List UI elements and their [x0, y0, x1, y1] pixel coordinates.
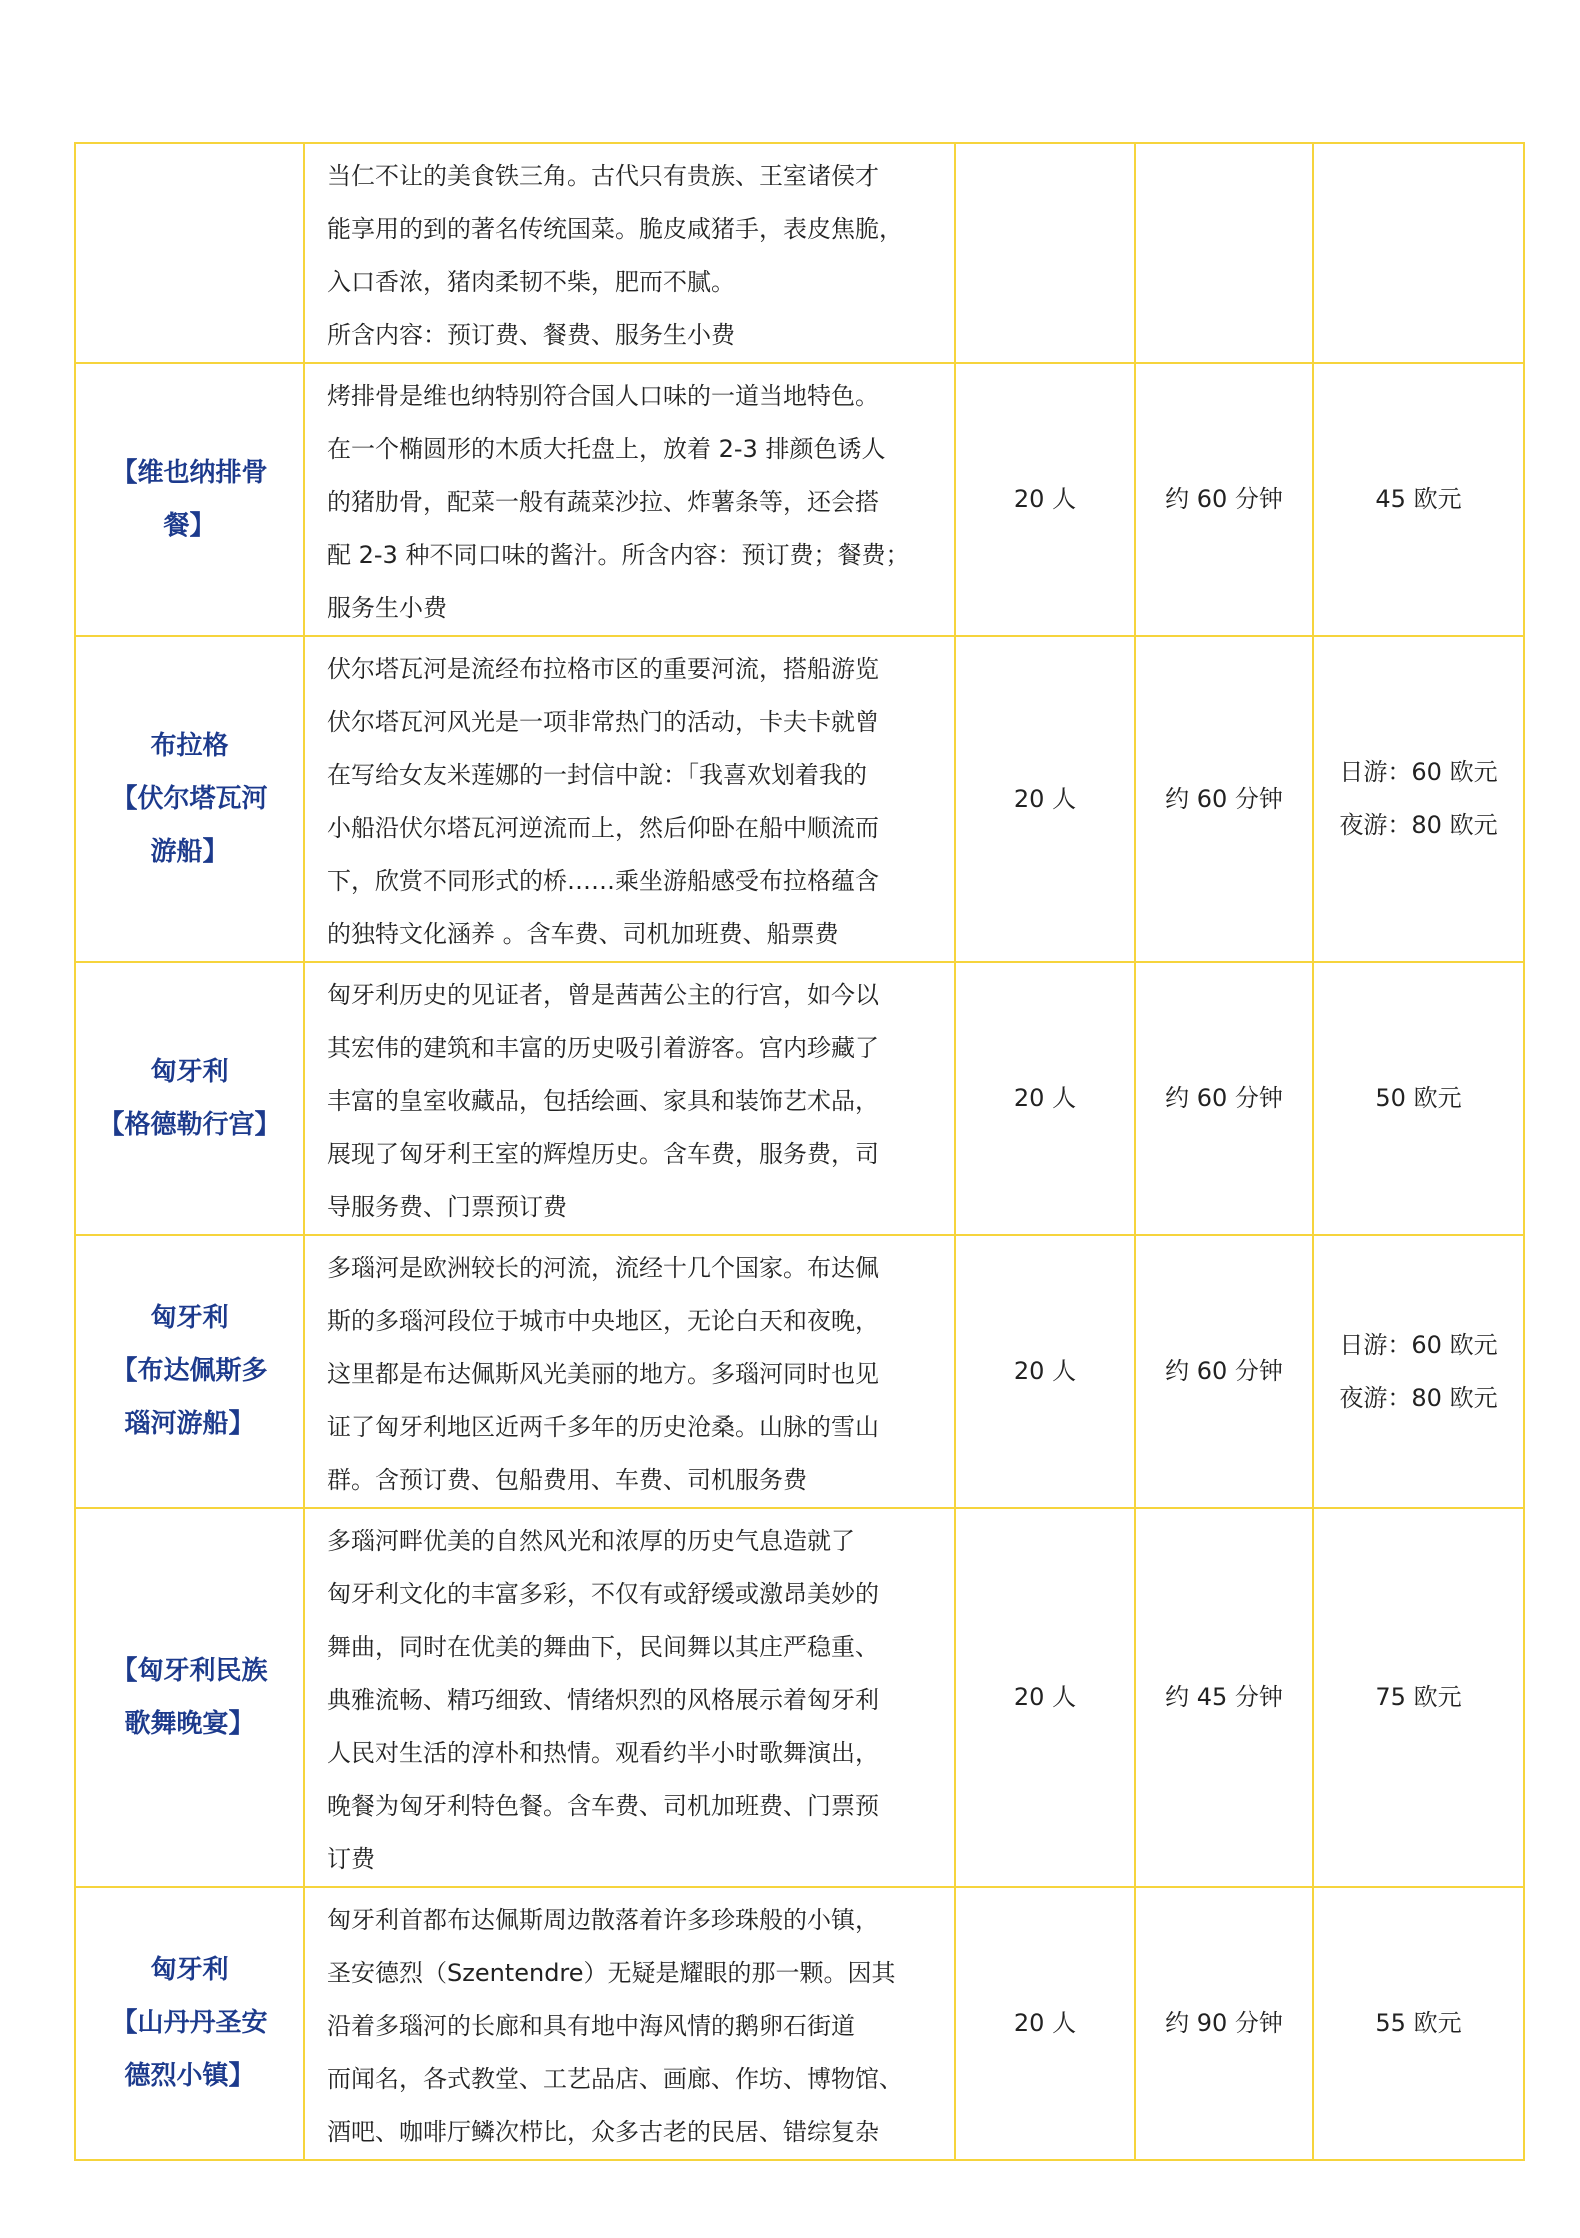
description-line: 服务生小费 — [327, 594, 447, 622]
item-name-line: 【匈牙利民族 — [111, 1655, 268, 1686]
price-line: 75 欧元 — [1375, 1683, 1462, 1711]
item-name-line: 【伏尔塔瓦河 — [111, 783, 268, 814]
description-line: 匈牙利文化的丰富多彩，不仅有或舒缓或激昂美妙的 — [327, 1580, 879, 1608]
item-name-line: 【布达佩斯多 — [111, 1356, 268, 1386]
price-cell — [1313, 636, 1524, 962]
table-row — [75, 1235, 1524, 1508]
duration-cell: 约 60 分钟 — [1135, 363, 1313, 636]
description-line: 匈牙利首都布达佩斯周边散落着许多珍珠般的小镇， — [327, 1906, 879, 1934]
item-name-line: 【山丹丹圣安 — [111, 2008, 268, 2038]
description-line: 斯的多瑙河段位于城市中央地区，无论白天和夜晚， — [327, 1307, 879, 1335]
description-line: 晚餐为匈牙利特色餐。含车费、司机加班费、门票预 — [327, 1792, 879, 1820]
item-name-line: 匈牙利 — [150, 1056, 229, 1087]
excursion-table — [74, 142, 1525, 2161]
description-line: 伏尔塔瓦河风光是一项非常热门的活动，卡夫卡就曾 — [327, 708, 879, 736]
duration-cell: 约 60 分钟 — [1135, 962, 1313, 1235]
description-line: 多瑙河畔优美的自然风光和浓厚的历史气息造就了 — [327, 1527, 855, 1555]
item-name-cell — [75, 636, 304, 962]
description-line: 的独特文化涵养 。含车费、司机加班费、船票费 — [327, 920, 839, 948]
item-name-cell — [75, 143, 304, 363]
description-line: 能享用的到的著名传统国菜。脆皮咸猪手，表皮焦脆， — [327, 215, 903, 243]
table-row — [75, 1887, 1524, 2160]
people-cell: 20 人 — [955, 962, 1135, 1235]
price-line: 55 欧元 — [1375, 2009, 1462, 2037]
description-line: 在一个椭圆形的木质大托盘上，放着 2-3 排颜色诱人 — [327, 435, 886, 463]
description-line: 沿着多瑙河的长廊和具有地中海风情的鹅卵石街道 — [327, 2012, 855, 2040]
description-line: 所含内容：预订费、餐费、服务生小费 — [327, 321, 735, 349]
description-line: 多瑙河是欧洲较长的河流，流经十几个国家。布达佩 — [327, 1254, 879, 1282]
description-cell — [304, 363, 955, 636]
description-line: 圣安德烈（Szentendre）无疑是耀眼的那一颗。因其 — [327, 1959, 896, 1987]
item-name-line: 德烈小镇】 — [124, 2061, 255, 2091]
people-cell: 20 人 — [955, 636, 1135, 962]
table-row — [75, 962, 1524, 1235]
table-row — [75, 636, 1524, 962]
price-cell — [1313, 1887, 1524, 2160]
description-line: 酒吧、咖啡厅鳞次栉比，众多古老的民居、错综复杂 — [327, 2118, 879, 2146]
price-line: 50 欧元 — [1375, 1084, 1462, 1112]
duration-cell: 约 45 分钟 — [1135, 1508, 1313, 1887]
price-line: 夜游：80 欧元 — [1339, 1383, 1498, 1412]
item-name-cell — [75, 962, 304, 1235]
description-line: 配 2-3 种不同口味的酱汁。所含内容：预订费；餐费； — [327, 541, 910, 569]
description-line: 人民对生活的淳朴和热情。观看约半小时歌舞演出， — [327, 1739, 879, 1767]
description-line: 导服务费、门票预订费 — [327, 1193, 567, 1221]
description-line: 其宏伟的建筑和丰富的历史吸引着游客。宫内珍藏了 — [327, 1034, 879, 1062]
price-cell — [1313, 143, 1524, 363]
item-name-line: 匈牙利 — [150, 1955, 229, 1985]
description-line: 烤排骨是维也纳特别符合国人口味的一道当地特色。 — [327, 382, 879, 410]
people-cell — [955, 143, 1135, 363]
table-row — [75, 1508, 1524, 1887]
price-cell — [1313, 1235, 1524, 1508]
description-line: 小船沿伏尔塔瓦河逆流而上，然后仰卧在船中顺流而 — [327, 814, 879, 842]
description-cell — [304, 1887, 955, 2160]
duration-cell: 约 90 分钟 — [1135, 1887, 1313, 2160]
price-line: 夜游：80 欧元 — [1339, 811, 1498, 839]
description-line: 而闻名，各式教堂、工艺品店、画廊、作坊、博物馆、 — [327, 2065, 903, 2093]
item-name-line: 游船】 — [150, 836, 229, 867]
description-cell — [304, 962, 955, 1235]
description-line: 在写给女友米莲娜的一封信中說：「我喜欢划着我的 — [327, 761, 867, 789]
people-cell: 20 人 — [955, 1887, 1135, 2160]
price-cell — [1313, 363, 1524, 636]
price-line: 日游：60 欧元 — [1339, 1330, 1498, 1359]
description-line: 订费 — [327, 1845, 375, 1873]
item-name-line: 【格德勒行宫】 — [98, 1109, 281, 1140]
description-line: 群。含预订费、包船费用、车费、司机服务费 — [327, 1466, 807, 1494]
description-cell — [304, 1508, 955, 1887]
description-line: 匈牙利历史的见证者，曾是茜茜公主的行宫，如今以 — [327, 981, 879, 1009]
description-cell — [304, 143, 955, 363]
description-line: 典雅流畅、精巧细致、情绪炽烈的风格展示着匈牙利 — [327, 1686, 879, 1714]
item-name-cell — [75, 1887, 304, 2160]
description-line: 当仁不让的美食铁三角。古代只有贵族、王室诸侯才 — [327, 162, 879, 190]
item-name-cell — [75, 1235, 304, 1508]
description-cell — [304, 1235, 955, 1508]
item-name-cell — [75, 1508, 304, 1887]
item-name-line: 餐】 — [163, 510, 216, 541]
duration-cell — [1135, 143, 1313, 363]
description-cell — [304, 636, 955, 962]
table-row — [75, 363, 1524, 636]
item-name-line: 瑙河游船】 — [124, 1409, 255, 1439]
item-name-line: 匈牙利 — [150, 1303, 229, 1333]
description-line: 这里都是布达佩斯风光美丽的地方。多瑙河同时也见 — [327, 1360, 879, 1388]
price-line: 日游：60 欧元 — [1339, 758, 1498, 786]
duration-cell: 约 60 分钟 — [1135, 636, 1313, 962]
description-line: 证了匈牙利地区近两千多年的历史沧桑。山脉的雪山 — [327, 1413, 879, 1441]
description-line: 下，欣赏不同形式的桥……乘坐游船感受布拉格蕴含 — [327, 867, 879, 895]
duration-cell: 约 60 分钟 — [1135, 1235, 1313, 1508]
description-line: 舞曲，同时在优美的舞曲下，民间舞以其庄严稳重、 — [327, 1633, 879, 1661]
description-line: 展现了匈牙利王室的辉煌历史。含车费，服务费，司 — [327, 1140, 879, 1168]
item-name-cell — [75, 363, 304, 636]
people-cell: 20 人 — [955, 363, 1135, 636]
description-line: 的猪肋骨，配菜一般有蔬菜沙拉、炸薯条等，还会搭 — [327, 488, 879, 516]
description-line: 伏尔塔瓦河是流经布拉格市区的重要河流，搭船游览 — [327, 655, 879, 683]
table-row — [75, 143, 1524, 363]
item-name-line: 【维也纳排骨 — [111, 457, 268, 488]
people-cell: 20 人 — [955, 1508, 1135, 1887]
item-name-line: 歌舞晚宴】 — [124, 1708, 255, 1739]
description-line: 丰富的皇室收藏品，包括绘画、家具和装饰艺术品， — [327, 1087, 879, 1115]
price-line: 45 欧元 — [1375, 485, 1462, 513]
people-cell: 20 人 — [955, 1235, 1135, 1508]
description-line: 入口香浓，猪肉柔韧不柴，肥而不腻。 — [327, 268, 735, 296]
item-name-line: 布拉格 — [150, 730, 229, 761]
price-cell — [1313, 962, 1524, 1235]
price-cell — [1313, 1508, 1524, 1887]
